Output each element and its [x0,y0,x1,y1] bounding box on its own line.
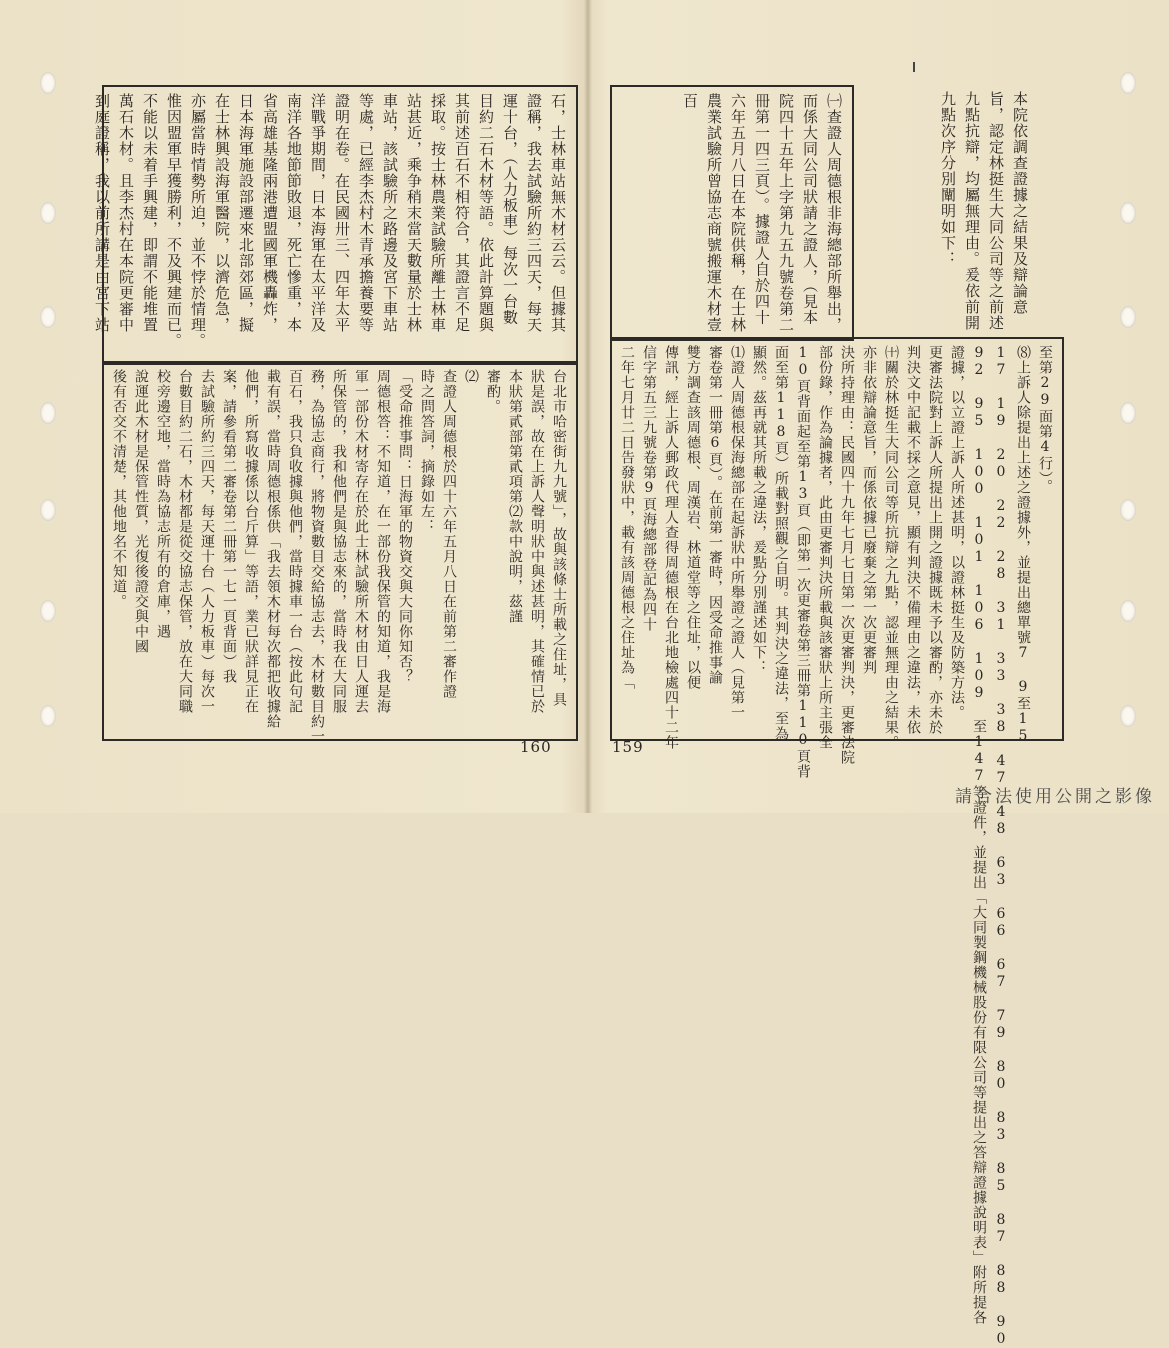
text-column: 信字第五三九號卷第9頁海總部登記為四十 [641,345,657,632]
punch-hole [40,306,56,328]
text-column: ⑻上訴人除提出上述之證據外，並提出總單號7 9至15 [1015,345,1031,745]
text-column: 等處，已經李杰村木青承擔養要等 [357,93,375,333]
text-column: 證據，以立證上訴人所述甚明，以證林挺生及防築方法。 [949,345,965,720]
text-column: 石，士林車站無木材云云。但據其 [549,93,567,333]
text-column: 更審法院對上訴人所提出上開之證據既未予以審酌，亦未於 [927,345,943,735]
text-column: ⑵ [463,369,479,384]
text-column: 92 95 100 101 106 109 至147等證件，並提出「大同製鋼機械股份有限公司等提出之答辯證據說明表」附所提各 [971,345,987,1325]
text-column: 台數目約二石，木材都是從交協志保管，放在大同職 [177,369,193,714]
punch-hole [1120,600,1136,622]
text-column: 說運此木材是保管性質，光復後證交與中國 [133,369,149,654]
text-column: 在士林興設海軍醫院，以濟危急， [213,93,231,333]
text-column: 時之問答詞，摘錄如左： [419,369,435,534]
text-column: 台北市哈密街九九號」，故與該條士所載之住址，具 [551,369,567,707]
punch-hole [1120,499,1136,521]
text-column: 證明在卷。在民國卅三、四年太平 [333,93,351,333]
text-column: 證稱，我去試驗所約三四天，每天 [525,93,543,333]
text-column: 案，請參看第二審卷第二冊第一七一頁背面）我 [221,369,237,684]
text-column: 審卷第一冊第6頁）。在前第一審時，因受命推事諭 [707,345,723,685]
text-column: 去試驗所約三四天，每天運十台（人力板車）每次一 [199,369,215,714]
ink-mark [913,62,915,72]
text-column: 站甚近，乘争稍末當天數量於士林 [405,93,423,333]
punch-hole [1120,402,1136,424]
punch-hole [40,705,56,727]
text-column: 到庭證稱，我以前所講是由宮下站 [93,93,111,333]
punch-hole [1120,705,1136,727]
text-column: 採取。按士林農業試驗所離士林車 [429,93,447,333]
intro-paragraph: 本院依調查證據之結果及辯論意旨，認定林挺生大同公司等之前述九點抗辯，均屬無理由。爰依前開九點次序分別闡明如下： [939,91,1029,331]
left-bottom-box [102,361,578,744]
section-paragraph: ㈠查證人周德根非海總部所舉出，而係大同公司狀請之證人，（見本院四十五年上字第九五九號卷第二冊第一四三頁）。據證人自於四十六年五月八日在本院供稱，在士林農業試驗所曾協志商號搬運木材壹百 [681,93,843,333]
text-column: 百石，我只負收據與他們，當時據車一台（按此句記 [287,369,303,714]
text-column: 判決文中記載不採之意見，顯有判決不備理由之違法，未依 [905,345,921,735]
text-column: 10頁背面起至第13頁（即第一次更審卷第三冊第110頁背 [795,345,811,779]
text-column: 面至第118頁）所載對照觀之自明。其判決之違法，至為 [773,345,789,741]
text-column: 其前述百石不相符合，其證言不足 [453,93,471,333]
text-column: 所保管的，我和他們是與協志來的，當時我在大同服 [331,369,347,714]
text-column: 他們，所寫收據係以台斤算」等語，業已狀詳見正在 [243,369,259,714]
text-column: 雙方調查該周德根、周漢岩、林道堂等之住址，以便 [685,345,701,690]
left-top-box [93,85,578,365]
page-number-right: 159 [612,738,644,756]
text-column: 部份錄，作為論據者，此由更審判決所載與該審狀上所主張全 [817,345,833,750]
text-column: 洋戰爭期間，日本海軍在太平洋及 [309,93,327,333]
text-column: 本狀第貳部第貳項第⑵款中說明，茲謹 [507,369,523,624]
usage-notice: 請合法使用公開之影像 [955,787,1155,807]
text-column: 後有否交不清楚，其他地名不知道。 [111,369,127,609]
text-column: 決所持理由：民國四十九年七月七日第一次更審判決，更審法院 [839,345,855,765]
text-column: 17 19 20 22 28 31 33 38 47 48 63 66 67 79 80 83 85 87 88 90 [993,345,1009,1348]
right-top-box [610,85,854,341]
text-column: 亦屬當時情勢所迫，並不悖於情理。 [189,93,207,349]
right-top-intro [852,91,1032,331]
text-column: 顯然。茲再就其所載之違法，爰點分別謹述如下： [751,345,767,675]
text-column: 二年七月廿二日告發狀中，載有該周德根之住址為「 [619,345,635,690]
text-column: 目約二石木材等語。依此計算題與 [477,93,495,333]
text-column: 校旁邊空地，當時為協志所有的倉庫，遇 [155,369,171,639]
text-column: 運十台，（人力板車）每次一台數 [501,93,519,326]
left-top-text [93,93,570,357]
punch-hole [1120,202,1136,224]
text-column: ⑴證人周德根保海總部在起訴狀中所舉證之證人（見第一 [729,345,745,720]
text-column: 審酌。 [485,369,501,414]
page-number-left: 160 [520,738,552,756]
text-column: 「受命推事問：日海軍的物資交與大同你知否？ [397,369,413,684]
text-column: 南洋各地節節敗退，死亡慘重，本 [285,93,303,333]
punch-hole [40,202,56,224]
punch-hole [40,402,56,424]
left-bottom-text [108,369,570,744]
text-column: 務，為協志商行，將物資數目交給協志去，木材數目約一 [309,369,325,744]
text-column: 車站，該試驗所之路邊及宮下車站 [381,93,399,333]
punch-hole [40,72,56,94]
text-column: 軍一部份木材寄存在於此士林試驗所木材由日人運去 [353,369,369,714]
punch-hole [1120,306,1136,328]
text-column: 載有誤，當時周德根係供「我去領木材每次都把收據給 [265,369,281,729]
text-column: 查證人周德根於四十六年五月八日在前第二審作證 [441,369,457,699]
text-column: 狀是誤，故在上訴人聲明狀中與述甚明，其確情已於 [529,369,545,714]
text-column: 不能以未着手興建，即謂不能堆置 [141,93,159,333]
text-column: ㈩關於林挺生大同公司等所抗辯之九點，認並無理由之結果。 [883,345,899,750]
text-column: 日本海軍施設部遷來北部郊區，擬 [237,93,255,333]
text-column: 萬石木材。且李杰村在本院更審中 [117,93,135,333]
text-column: 周德根答：不知道，在一部份我保管的知道，我是海 [375,369,391,714]
center-fold [584,0,592,813]
text-column: 惟因盟軍早獲勝利，不及興建而已。 [165,93,183,349]
text-column: 傳訊，經上訴人郵政代理人查得周德根在台北地檢處四十二年 [663,345,679,750]
text-column: 至第29面第4行）。 [1037,345,1053,494]
right-top-section [616,93,846,333]
text-column: 省高雄基隆兩港遭盟國軍機轟炸， [261,93,279,333]
punch-hole [40,499,56,521]
text-column: 亦非依辯論意旨，而係依據已廢棄之第一次更審判 [861,345,877,675]
punch-hole [40,600,56,622]
punch-hole [1120,72,1136,94]
